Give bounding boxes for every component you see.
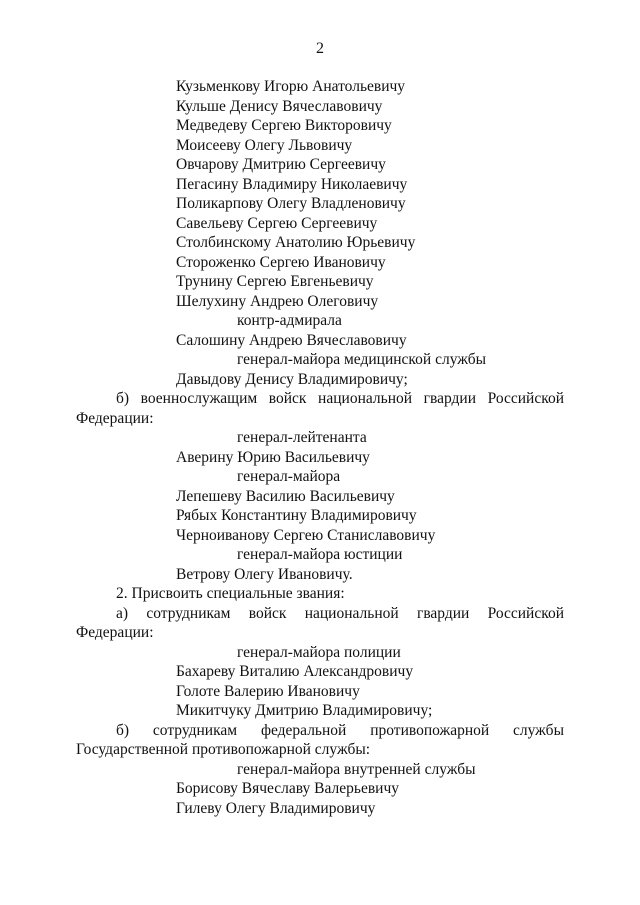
rank-heading: генерал-майора полиции [237, 643, 401, 661]
person-name-line: Салошину Андрею Вячеславовичу [176, 331, 407, 349]
person-name-line: Давыдову Денису Владимировичу; [176, 370, 408, 388]
person-name-line: Черноиванову Сергею Станиславовичу [176, 526, 436, 544]
rank-heading: генерал-майора юстиции [237, 546, 403, 563]
person-name-line: Трунину Сергею Евгеньевичу [176, 273, 374, 290]
rank-heading: генерал-майора [237, 468, 341, 485]
person-name-line: Ветрову Олегу Ивановичу. [176, 565, 353, 583]
paragraph-continuation: Федерации: [76, 409, 154, 427]
numbered-item: 2. Присвоить специальные звания: [116, 585, 345, 602]
person-name-line: Голоте Валерию Ивановичу [176, 682, 360, 700]
paragraph-line: а) сотрудникам войск национальной гвардии Российской [116, 604, 564, 622]
rank-heading: генерал-майора медицинской службы [237, 351, 487, 368]
paragraph-line: б) военнослужащим войск национальной гвардии Российской [116, 390, 564, 407]
page-number: 2 [316, 40, 324, 57]
rank-heading: генерал-майора внутренней службы [237, 760, 476, 778]
person-name-line: Аверину Юрию Васильевичу [176, 448, 370, 466]
person-name-line: Кульше Денису Вячеславовичу [176, 97, 383, 115]
person-name-line: Савельеву Сергею Сергеевичу [176, 214, 378, 232]
person-name-line: Поликарпову Олегу Владленовичу [176, 195, 406, 212]
rank-heading: генерал-лейтенанта [237, 429, 367, 446]
person-name-line: Пегасину Владимиру Николаевичу [176, 175, 408, 193]
document-body [76, 77, 564, 818]
rank-heading: контр-адмирала [237, 312, 342, 329]
person-name-line: Стороженко Сергею Ивановичу [176, 253, 386, 271]
paragraph-continuation: Государственной противопожарной службы: [76, 741, 371, 758]
person-name-line: Рябых Константину Владимировичу [176, 507, 417, 524]
person-name-line: Моисееву Олегу Львовичу [176, 136, 353, 154]
person-name-line: Медведеву Сергею Викторовичу [176, 117, 392, 134]
person-name-line: Кузьменкову Игорю Анатольевичу [176, 78, 406, 95]
person-name-line: Микитчуку Дмитрию Владимировичу; [176, 702, 433, 719]
person-name-line: Столбинскому Анатолию Юрьевичу [176, 234, 416, 251]
paragraph-line: б) сотрудникам федеральной противопожарной службы [116, 721, 564, 739]
person-name-line: Лепешеву Василию Васильевичу [176, 487, 395, 505]
paragraph-continuation: Федерации: [76, 624, 154, 641]
person-name-line: Овчарову Дмитрию Сергеевичу [176, 156, 386, 173]
person-name-line: Борисову Вячеславу Валерьевичу [176, 780, 400, 797]
person-name-line: Шелухину Андрею Олеговичу [176, 292, 379, 310]
person-name-line: Гилеву Олегу Владимировичу [176, 799, 376, 817]
person-name-line: Бахареву Виталию Александровичу [176, 663, 414, 680]
